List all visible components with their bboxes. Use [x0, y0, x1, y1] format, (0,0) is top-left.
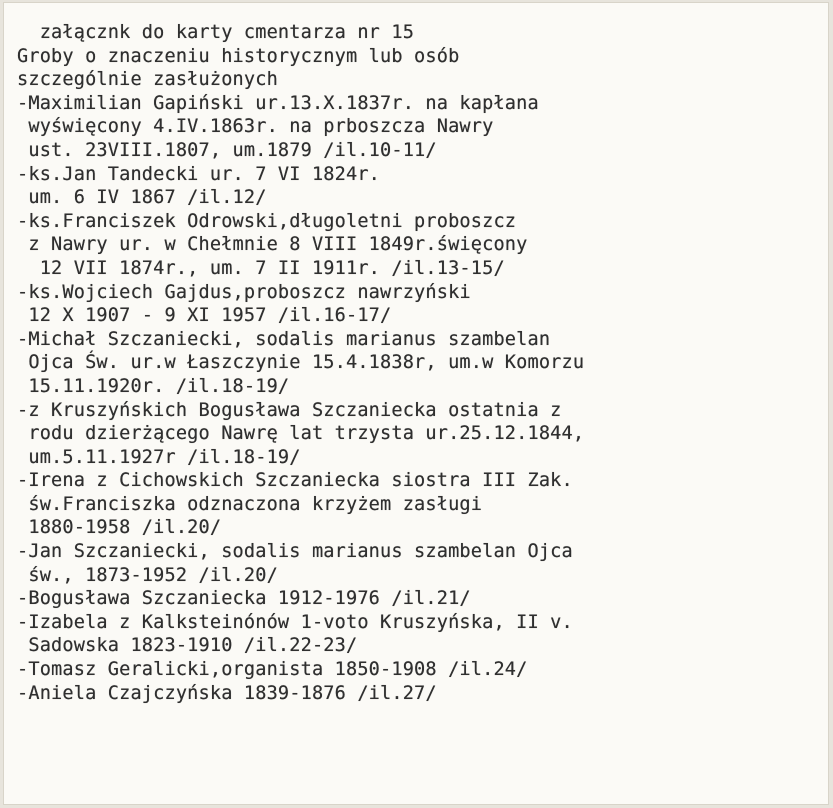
text-line-title-cont: szczególnie zasłużonych [17, 69, 278, 91]
text-line: -ks.Wojciech Gajdus,proboszcz nawrzyński [17, 281, 471, 303]
text-line: Sadowska 1823-1910 /il.22-23/ [17, 635, 358, 657]
text-line: 12 VII 1874r., um. 7 II 1911r. /il.13-15/ [17, 257, 505, 279]
text-line: um.5.11.1927r /il.18-19/ [17, 446, 301, 468]
text-line: 1880-1958 /il.20/ [17, 517, 222, 539]
text-line: 12 X 1907 - 9 XI 1957 /il.16-17/ [17, 305, 392, 327]
document-page [3, 2, 829, 805]
text-line: ust. 23VIII.1807, um.1879 /il.10-11/ [17, 139, 437, 161]
text-line: -Michał Szczaniecki, sodalis marianus szambelan [17, 328, 551, 350]
text-line: wyświęcony 4.IV.1863r. na prboszcza Nawry [17, 116, 494, 138]
text-line: -Irena z Cichowskich Szczaniecka siostra III Zak. [17, 470, 573, 492]
text-line: -ks.Franciszek Odrowski,długoletni proboszcz [17, 210, 517, 232]
text-line: Ojca Św. ur.w Łaszczynie 15.4.1838r, um.w Komorzu [17, 352, 585, 374]
typewritten-text [17, 21, 817, 705]
text-line-title: Groby o znaczeniu historycznym lub osób [17, 45, 460, 67]
text-line: św.Franciszka odznaczona krzyżem zasługi [17, 493, 483, 515]
text-line: -ks.Jan Tandecki ur. 7 VI 1824r. [17, 163, 381, 185]
text-line: 15.11.1920r. /il.18-19/ [17, 375, 290, 397]
text-line: -Izabela z Kalksteinónów 1-voto Kruszyńska, II v. [17, 611, 573, 633]
text-line: -Bogusława Szczaniecka 1912-1976 /il.21/ [17, 588, 471, 610]
text-line: -Tomasz Geralicki,organista 1850-1908 /il.24/ [17, 659, 528, 681]
text-line: rodu dzierżącego Nawrę lat trzysta ur.25.12.1844, [17, 423, 585, 445]
text-line: św., 1873-1952 /il.20/ [17, 564, 278, 586]
text-line: -z Kruszyńskich Bogusława Szczaniecka ostatnia z [17, 399, 562, 421]
text-line: -Aniela Czajczyńska 1839-1876 /il.27/ [17, 682, 437, 704]
text-line: -Jan Szczaniecki, sodalis marianus szambelan Ojca [17, 541, 573, 563]
text-line: um. 6 IV 1867 /il.12/ [17, 187, 267, 209]
text-line: -Maximilian Gapiński ur.13.X.1837r. na kapłana [17, 92, 539, 114]
text-line: z Nawry ur. w Chełmnie 8 VIII 1849r.święcony [17, 234, 528, 256]
text-line-header: załącznk do karty cmentarza nr 15 [17, 22, 415, 43]
